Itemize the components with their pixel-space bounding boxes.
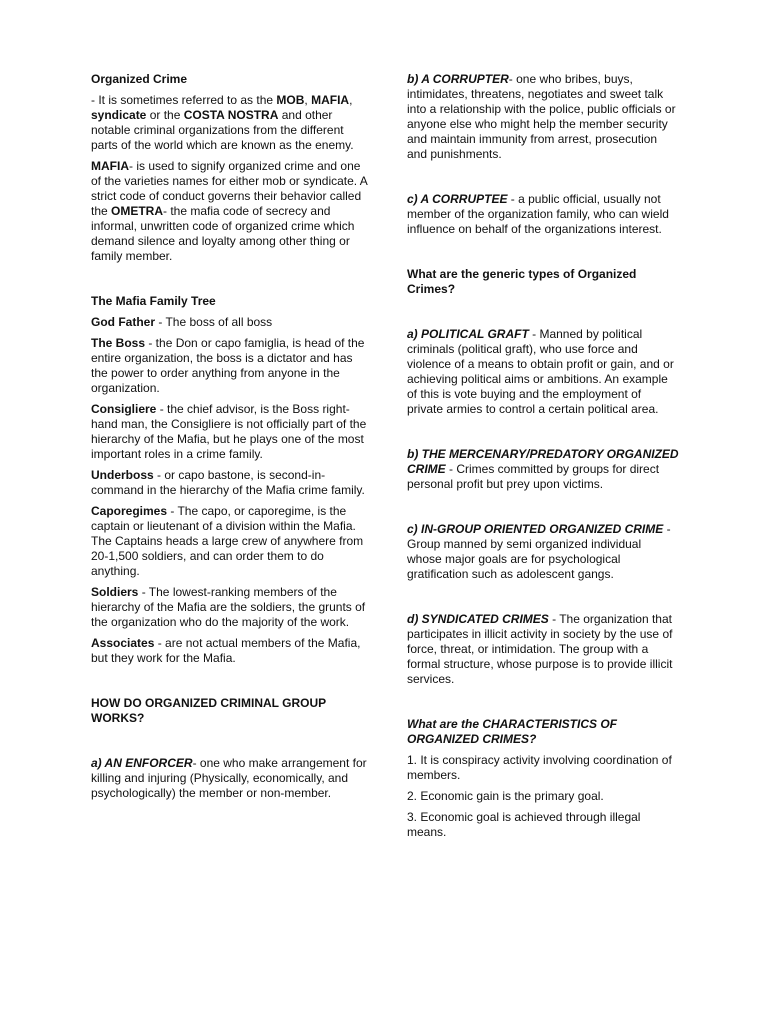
tree-term: Caporegimes (91, 504, 168, 518)
tree-item-underboss (91, 468, 371, 498)
intro-paragraph (91, 93, 371, 153)
characteristic-item: 2. Economic gain is the primary goal. (407, 789, 604, 803)
tree-desc: - The lowest-ranking members of the hierarchy of the Mafia are the soldiers, the grunts of the organization who do the majority of the work. (91, 585, 366, 629)
section-title-how-works: HOW DO ORGANIZED CRIMINAL GROUP WORKS? (91, 696, 326, 725)
role-term: b) A CORRUPTER (407, 72, 509, 86)
role-corruptee (407, 192, 679, 237)
section-title-characteristics: What are the CHARACTERISTICS OF ORGANIZED CRIMES? (407, 717, 618, 746)
role-term: a) AN ENFORCER (91, 756, 193, 770)
role-term: c) A CORRUPTEE (407, 192, 508, 206)
type-term: a) POLITICAL GRAFT (407, 327, 529, 341)
text: or the (146, 108, 184, 122)
spacer (407, 303, 679, 327)
spacer (407, 243, 679, 267)
term-mafia: MAFIA (311, 93, 350, 107)
term-mob: MOB (276, 93, 305, 107)
tree-item-associates (91, 636, 371, 666)
mafia-definition (91, 159, 371, 264)
tree-item-caporegimes (91, 504, 371, 579)
role-desc: - a public official, usually not member of the organization family, who can wield influence on behalf of the organizations interest. (407, 192, 669, 236)
spacer (91, 672, 371, 696)
left-column (91, 72, 371, 807)
type-desc: - Manned by political criminals (political graft), who use force and violence of a means to obtain profit or gain, and or achieving political aims or ambitions. An example of this is vote buying and the employment of private armies to control a certain political area. (407, 327, 674, 416)
term-mafia: MAFIA (91, 159, 129, 173)
tree-term: Soldiers (91, 585, 139, 599)
tree-desc: - The capo, or caporegime, is the captain or lieutenant of a division within the Mafia. The Captains heads a large crew of anywhere from 20-1,500 soldiers, and can order them to do anything. (91, 504, 364, 578)
tree-term: Associates (91, 636, 155, 650)
tree-desc: - the Don or capo famiglia, is head of the entire organization, the boss is a dictator and has the power to order anything from anyone in the organization. (91, 336, 365, 395)
tree-item-soldiers (91, 585, 371, 630)
text: and other notable criminal organizations from the different parts of the world which are known as the enemy. (91, 108, 354, 152)
section-title-organized-crime: Organized Crime (91, 72, 188, 86)
type-term: b) THE MERCENARY/PREDATORY ORGANIZED CRIME (407, 447, 679, 476)
tree-desc: - the chief advisor, is the Boss right-hand man, the Consigliere is not officially part of the hierarchy of the Mafia, but he plays one of the most important roles in a crime family. (91, 402, 367, 461)
type-desc: - The organization that participates in illicit activity in society by the use of force, threat, or intimidation. The group with a formal structure, whose purpose is to provide illicit services. (407, 612, 673, 686)
type-in-group (407, 522, 679, 582)
characteristic-item: 3. Economic goal is achieved through illegal means. (407, 810, 641, 839)
text: , (304, 93, 312, 107)
tree-term: Underboss (91, 468, 154, 482)
type-term: c) IN-GROUP ORIENTED ORGANIZED CRIME (407, 522, 664, 536)
text: , (349, 93, 353, 107)
tree-desc: - are not actual members of the Mafia, but they work for the Mafia. (91, 636, 361, 665)
type-desc: - Crimes committed by groups for direct personal profit but prey upon victims. (407, 462, 660, 491)
text: - the mafia code of secrecy and informal, unwritten code of organized crime which demand silence and loyalty among other thing or family member. (91, 204, 355, 263)
spacer (91, 732, 371, 756)
term-ometra: OMETRA (111, 204, 164, 218)
characteristic-item: 1. It is conspiracy activity involving coordination of members. (407, 753, 672, 782)
tree-term: The Boss (91, 336, 146, 350)
type-political-graft (407, 327, 679, 417)
type-syndicated (407, 612, 679, 687)
type-term: d) SYNDICATED CRIMES (407, 612, 549, 626)
section-title-family-tree: The Mafia Family Tree (91, 294, 216, 308)
role-enforcer (91, 756, 371, 801)
tree-desc: - The boss of all boss (155, 315, 273, 329)
section-title-generic-types: What are the generic types of Organized Crimes? (407, 267, 637, 296)
term-costa-nostra: COSTA NOSTRA (183, 108, 279, 122)
tree-item-godfather (91, 315, 371, 330)
spacer (407, 498, 679, 522)
type-desc: - Group manned by semi organized individual whose major goals are for psychological gratification such as adolescent gangs. (407, 522, 671, 581)
spacer (407, 588, 679, 612)
type-mercenary (407, 447, 679, 492)
tree-term: God Father (91, 315, 156, 329)
text: - is used to signify organized crime and one of the varieties names for either mob or syndicate. A strict code of conduct governs their behavior called the (91, 159, 368, 218)
tree-desc: - or capo bastone, is second-in-command in the hierarchy of the Mafia crime family. (91, 468, 365, 497)
role-desc: - one who make arrangement for killing and injuring (Physically, economically, and psychologically) the member or non-member. (91, 756, 367, 800)
term-syndicate: syndicate (91, 108, 147, 122)
spacer (407, 693, 679, 717)
spacer (407, 423, 679, 447)
tree-item-boss (91, 336, 371, 396)
text: - It is sometimes referred to as the (91, 93, 277, 107)
spacer (91, 270, 371, 294)
tree-term: Consigliere (91, 402, 157, 416)
role-desc: - one who bribes, buys, intimidates, threatens, negotiates and sweet talk into a relationship with the police, public officials or anyone else who might help the member security and maintain immunity from arrest, prosecution and punishments. (407, 72, 676, 161)
role-corrupter (407, 72, 679, 162)
tree-item-consigliere (91, 402, 371, 462)
right-column (407, 72, 679, 846)
spacer (407, 168, 679, 192)
